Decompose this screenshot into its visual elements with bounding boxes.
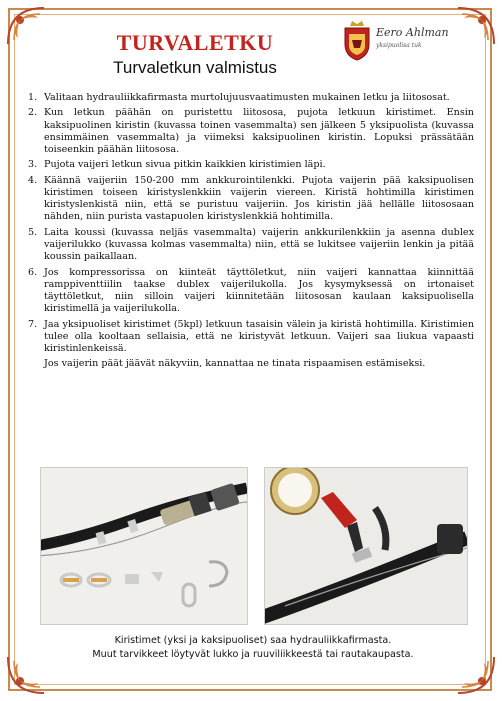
step-text: Käännä vaijeriin 150-200 mm ankkurointilenkki. Pujota vaijerin pää kaksipuolisen kiristimen toiseen kiristyslenkkiin vaijerin viereen. Kiristä hohtimilla kiristimen kiristyslenkistä niin, että se puristuu vaijeriin. Jos kiristin jää hellälle liitososaan nähden, niin purista vastapuolen kiristyslenkkiä hohtimilla. <box>44 174 474 223</box>
instruction-step <box>28 159 474 171</box>
crimping-clamp-image <box>265 468 467 624</box>
brand-tagline: yksipuolisa tuk <box>376 42 422 49</box>
step-number: 1. <box>28 92 38 103</box>
step-text: Jaa yksipuoliset kiristimet (5kpl) letkuun tasaisin välein ja kiristä hohtimilla. Kiristimien tulee olla kooltaan sellaisia, että ne kiristyvät letkuun. Vaijeri saa liukua vapaasti kiristinlenkeissä. <box>44 318 474 354</box>
corner-ornament-icon <box>454 4 498 48</box>
instruction-step <box>28 227 474 264</box>
instruction-list <box>28 92 474 371</box>
caption-line: Kiristimet (yksi ja kaksipuoliset) saa hydrauliikkafirmasta. <box>114 635 392 646</box>
step-number: 4. <box>28 174 38 186</box>
caption-line: Muut tarvikkeet löytyvät lukko ja ruuviliikkeestä tai rautakaupasta. <box>92 649 414 660</box>
instruction-step <box>28 319 474 356</box>
crimping-photo <box>264 467 468 625</box>
instruction-step <box>28 107 474 156</box>
step-number: 3. <box>28 159 38 171</box>
step-number: 7. <box>28 318 38 330</box>
page-title: TURVALETKU <box>116 30 274 55</box>
instruction-step <box>28 267 474 316</box>
step-note: Jos vaijerin päät jäävät näkyviin, kannattaa ne tinata rispaamisen estämiseksi. <box>44 358 426 370</box>
hose-and-clamps-image <box>41 468 247 624</box>
photo-caption <box>40 634 466 662</box>
step-text: Laita koussi (kuvassa neljäs vasemmalta) vaijerin ankkurilenkkiin ja asenna dublex vaijerilukko (kuvassa kolmas vasemmalta) niin, että se lukitsee vaijeriin lenkin ja pitää koussin paikallaan. <box>44 226 474 263</box>
step-number: 6. <box>28 266 38 278</box>
step-text: Kun letkun päähän on puristettu liitososa, pujota letkuun kiristimet. Ensin kaksipuolinen kiristin (kuvassa toinen vasemmalta) sen jälkeen 5 yksipuolista (kuvassa ensimmäinen vasemmalta) ja viimeksi kaksipuolinen kiristin. Lopuksi prässätään toiseenkin päähän liitososa. <box>44 107 474 155</box>
step-number: 5. <box>28 226 38 238</box>
step-text: Jos kompressorissa on kiinteät täyttöletkut, niin vaijeri kannattaa kiinnittää ramppiventtiilin taakse dublex vaijerilukolla. Jos kysymyksessä on irtonaiset täyttöletkut, niin silloin vaijeri kiinnitetään liitososan kaulaan kaksipuolisella kiristimellä ja vaijerilukolla. <box>44 266 474 315</box>
step-text: Valitaan hydrauliikkafirmasta murtolujuusvaatimusten mukainen letku ja liitososat. <box>44 92 450 103</box>
instruction-step <box>28 175 474 224</box>
parts-photo <box>40 467 248 625</box>
coat-of-arms-icon <box>342 18 372 62</box>
instruction-step <box>28 92 474 104</box>
brand-name: Eero Ahlman <box>376 26 449 39</box>
step-text: Pujota vaijeri letkun sivua pitkin kaikkien kiristimien läpi. <box>44 159 326 171</box>
step-number: 2. <box>28 107 38 119</box>
page-subtitle: Turvaletkun valmistus <box>113 58 277 77</box>
